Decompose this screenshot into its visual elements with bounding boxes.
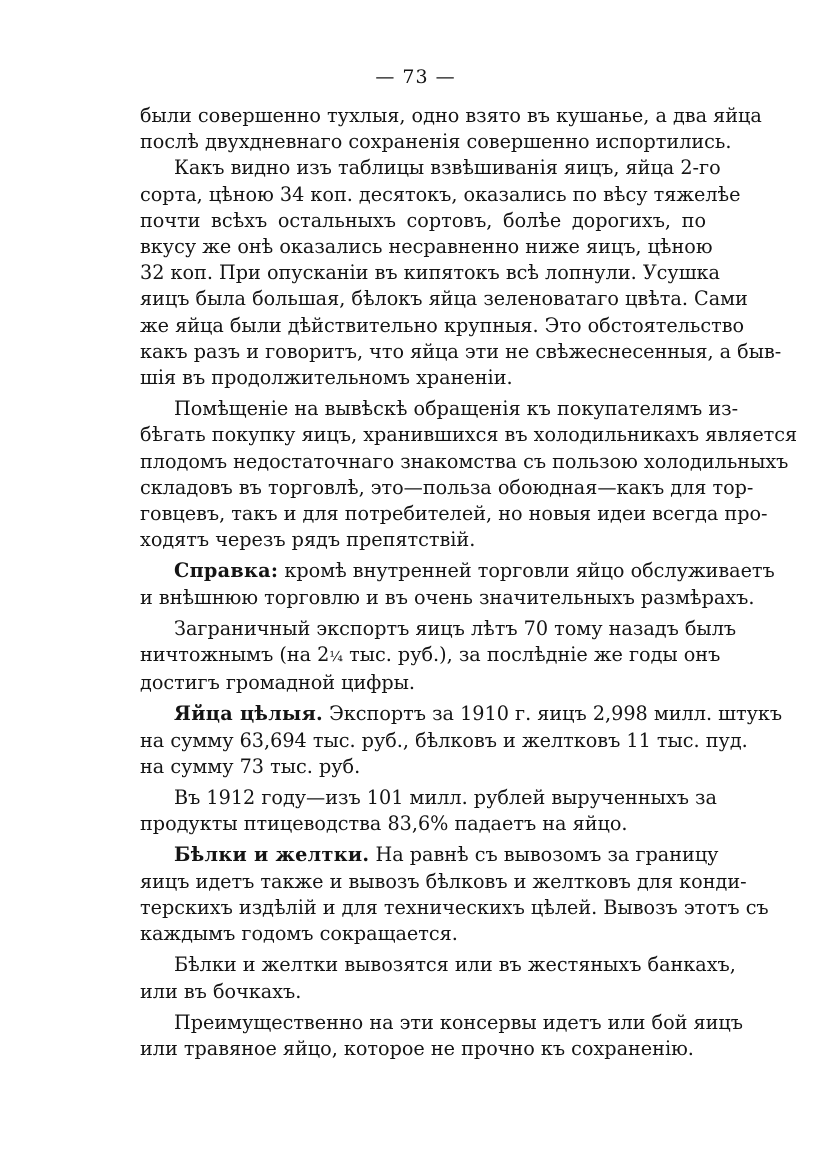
text-line: послѣ двухдневнаго сохраненія совершенно испортились. <box>140 130 732 154</box>
text-line: плодомъ недостаточнаго знакомства съ пользою холодильныхъ <box>140 449 789 473</box>
text-line: на сумму 73 тыс. руб. <box>140 754 361 778</box>
text-line: какъ разъ и говоритъ, что яйца эти не свѣжеснесенныя, а быв- <box>140 339 782 363</box>
text-line: же яйца были дѣйствительно крупныя. Это обстоятельство <box>140 313 745 337</box>
run-in-heading: Яйца цѣлыя. <box>174 702 324 726</box>
text-line: шія въ продолжительномъ храненіи. <box>140 366 513 390</box>
paragraph-continuation <box>140 103 762 155</box>
text-run: тыс. руб.), за послѣдніе же годы онъ <box>342 643 721 667</box>
text-line: бѣгать покупку яицъ, хранившихся въ холодильникахъ является <box>140 423 798 447</box>
text-line: почти всѣхъ остальныхъ сортовъ, болѣе дорогихъ, по <box>140 208 706 232</box>
text-line: Заграничный экспортъ яицъ лѣтъ 70 тому назадъ былъ <box>174 616 737 640</box>
text-line: и внѣшнюю торговлю и въ очень значительныхъ размѣрахъ. <box>140 585 755 609</box>
text-line: или травяное яйцо, которое не прочно къ сохраненію. <box>140 1036 694 1060</box>
paragraph-whole-eggs <box>140 701 783 780</box>
text-line: сорта, цѣною 34 коп. десятокъ, оказались по вѣсу тяжелѣе <box>140 182 741 206</box>
text-line: Бѣлки и желтки вывозятся или въ жестяныхъ банкахъ, <box>174 953 736 977</box>
text-line: ходятъ черезъ рядъ препятствій. <box>140 528 476 552</box>
text-line: яицъ была большая, бѣлокъ яйца зеленоватаго цвѣта. Сами <box>140 287 748 311</box>
text-line: продукты птицеводства 83,6% падаетъ на яйцо. <box>140 812 628 836</box>
text-run: Экспортъ за 1910 г. яицъ 2,998 милл. штукъ <box>323 702 783 726</box>
text-line <box>140 558 775 584</box>
run-in-heading: Справка: <box>174 559 279 583</box>
text-line: складовъ въ торговлѣ, это—польза обоюдная—какъ для тор- <box>140 475 754 499</box>
text-line: Преимущественно на эти консервы идетъ или бой яицъ <box>174 1010 743 1034</box>
paragraph-preserves <box>140 1010 743 1062</box>
paragraph-reference <box>140 558 775 610</box>
text-line: Какъ видно изъ таблицы взвѣшиванія яицъ, яйца 2-го <box>174 156 721 180</box>
text-line: каждымъ годомъ сокращается. <box>140 922 458 946</box>
paragraph-shop-sign <box>140 396 798 553</box>
paragraph-whites-yolks <box>140 842 769 947</box>
text-run: ничтожнымъ (на 2 <box>140 643 330 667</box>
body-text <box>140 103 798 1062</box>
text-line: на сумму 63,694 тыс. руб., бѣлковъ и желтковъ 11 тыс. пуд. <box>140 728 748 752</box>
text-line: достигъ громадной цифры. <box>140 671 415 695</box>
paragraph-1912 <box>140 785 717 837</box>
paragraph-export-history <box>140 616 737 697</box>
text-line: яицъ идетъ также и вывозъ бѣлковъ и желтковъ для конди- <box>140 869 747 893</box>
text-line <box>140 642 721 670</box>
text-line: или въ бочкахъ. <box>140 979 302 1003</box>
text-line <box>140 701 783 727</box>
fraction: ¼ <box>329 649 343 666</box>
paragraph-egg-weighing <box>140 155 782 391</box>
text-line: были совершенно тухлыя, одно взято въ кушанье, а два яйца <box>140 104 762 127</box>
text-run: кромѣ внутренней торговли яйцо обслуживаетъ <box>278 559 775 583</box>
text-run: На равнѣ съ вывозомъ за границу <box>369 843 719 867</box>
text-line: Помѣщеніе на вывѣскѣ обращенія къ покупателямъ из- <box>174 397 739 421</box>
page-number: — 73 — <box>375 66 456 88</box>
text-line: терскихъ издѣлій и для техническихъ цѣлей. Вывозъ этотъ съ <box>140 895 769 919</box>
text-line: 32 коп. При опусканіи въ кипятокъ всѣ лопнули. Усушка <box>140 261 720 285</box>
run-in-heading: Бѣлки и желтки. <box>174 843 370 867</box>
text-line: вкусу же онѣ оказались несравненно ниже яицъ, цѣною <box>140 235 713 259</box>
text-line: говцевъ, такъ и для потребителей, но новыя идеи всегда про- <box>140 502 768 526</box>
paragraph-containers <box>140 952 736 1004</box>
text-line: Въ 1912 году—изъ 101 милл. рублей вырученныхъ за <box>174 786 717 810</box>
text-line <box>140 842 719 868</box>
